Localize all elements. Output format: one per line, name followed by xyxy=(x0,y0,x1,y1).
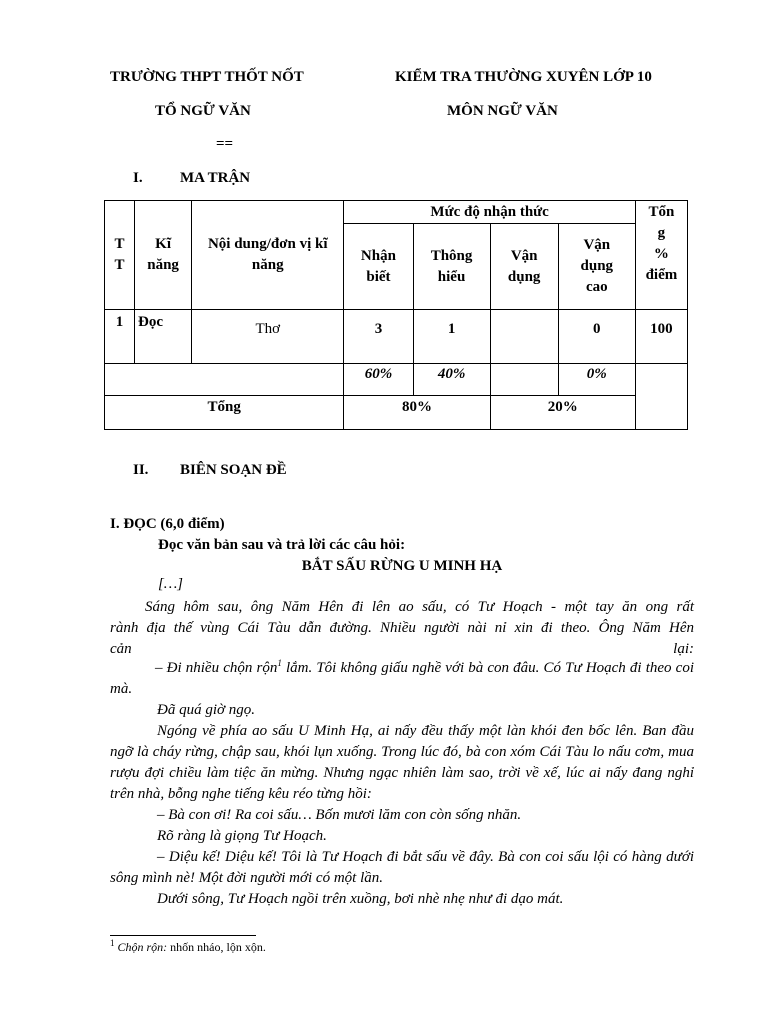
row1-apply-high: 0 xyxy=(558,310,635,364)
reading-heading: I. ĐỌC (6,0 điểm) xyxy=(110,516,225,532)
total-empty-cell xyxy=(635,364,687,430)
section1-number: I. xyxy=(133,170,143,186)
footnote-divider xyxy=(110,935,256,936)
story-ellipsis: […] xyxy=(158,576,184,592)
header-total: Tổn g % điểm xyxy=(635,201,687,310)
sum-label: Tổng xyxy=(105,396,344,430)
pct-recognize: 60% xyxy=(344,364,413,396)
header-level-apply-high: Vận dụng cao xyxy=(558,224,635,310)
header-level-apply: Vận dụng xyxy=(490,224,558,310)
row1-total: 100 xyxy=(635,310,687,364)
paragraph-4: Ngóng về phía ao sấu U Minh Hạ, ai nấy đều thấy một làn khói đen bốc lên. Ban đầu ngỡ là cháy rừng, chập sau, khói lụn xuống. Trong lúc đó, bà con xóm Cái Tàu lo nấu cơm, mua rượu đợi chiều làm tiệc ăn mừng. Nhưng ngạc nhiên làm sao, trời về xế, lúc ai nấy đang nghỉ trên nhà, bỗng nghe tiếng kêu réo từng hồi: xyxy=(110,723,694,802)
row1-understand: 1 xyxy=(413,310,490,364)
paragraph-2: – Đi nhiều chộn rộn$^1$ lắm. Tôi không giấu nghề với bà con đâu. Có Tư Hoạch đi theo coi mà. xyxy=(110,658,694,697)
sum-apply: 20% xyxy=(490,396,635,430)
paragraph-1-line-1: Sáng hôm sau, ông Năm Hên đi lên ao sấu, có Tư Hoạch - một tay ăn ong rất xyxy=(145,599,694,615)
paragraph-1-line-3: cản lại: xyxy=(110,641,694,657)
sum-recognize-understand: 80% xyxy=(344,396,490,430)
matrix-table xyxy=(104,200,688,430)
row1-recognize: 3 xyxy=(344,310,413,364)
header-level-recognize: Nhận biết xyxy=(344,224,413,310)
paragraph-8: Dưới sông, Tư Hoạch ngồi trên xuồng, bơi nhè nhẹ như đi dạo mát. xyxy=(157,891,564,907)
header-content: Nội dung/đơn vị kĩ năng xyxy=(192,201,344,310)
reading-instruction: Đọc văn bản sau và trả lời các câu hỏi: xyxy=(158,537,406,553)
story-title: BẮT SẤU RỪNG U MINH HẠ xyxy=(301,558,503,574)
row1-apply xyxy=(490,310,558,364)
paragraph-5: – Bà con ơi! Ra coi sấu… Bốn mươi lăm con còn sống nhăn. xyxy=(157,807,522,823)
row1-skill: Đọc xyxy=(135,310,192,364)
section2-title: BIÊN SOẠN ĐỀ xyxy=(180,462,287,478)
paragraph-1-line-2: rành địa thế vùng Cái Tàu dẫn đường. Nhiều người nài nỉ xin đi theo. Ông Năm Hên xyxy=(110,620,694,636)
paragraph-7: – Diệu kế! Diệu kế! Tôi là Tư Hoạch đi bắt sấu về đây. Bà con coi sấu lội có hàng dưới sông mình nè! Một đời người mới có một lần. xyxy=(110,849,694,886)
header-separator: == xyxy=(216,136,234,152)
school-name: TRƯỜNG THPT THỐT NỐT xyxy=(110,69,304,85)
pct-row-label xyxy=(105,364,344,396)
department-name: TỔ NGỮ VĂN xyxy=(155,103,251,119)
row1-content: Thơ xyxy=(192,310,344,364)
header-level: Mức độ nhận thức xyxy=(344,201,635,224)
paragraph-3: Đã quá giờ ngọ. xyxy=(157,702,256,718)
subject-name: MÔN NGỮ VĂN xyxy=(447,103,558,119)
footnote: $^1$ Chộn rộn: nhốn nháo, lộn xộn. xyxy=(110,938,266,954)
header-level-understand: Thông hiểu xyxy=(413,224,490,310)
row1-tt: 1 xyxy=(105,310,135,364)
header-skill: Kĩ năng xyxy=(135,201,192,310)
pct-understand: 40% xyxy=(413,364,490,396)
exam-title: KIỂM TRA THƯỜNG XUYÊN LỚP 10 xyxy=(395,69,652,85)
paragraph-6: Rõ ràng là giọng Tư Hoạch. xyxy=(157,828,327,844)
header-tt: T T xyxy=(105,201,135,310)
section2-number: II. xyxy=(133,462,149,478)
pct-apply xyxy=(490,364,558,396)
section1-title: MA TRẬN xyxy=(180,170,251,186)
pct-apply-high: 0% xyxy=(558,364,635,396)
